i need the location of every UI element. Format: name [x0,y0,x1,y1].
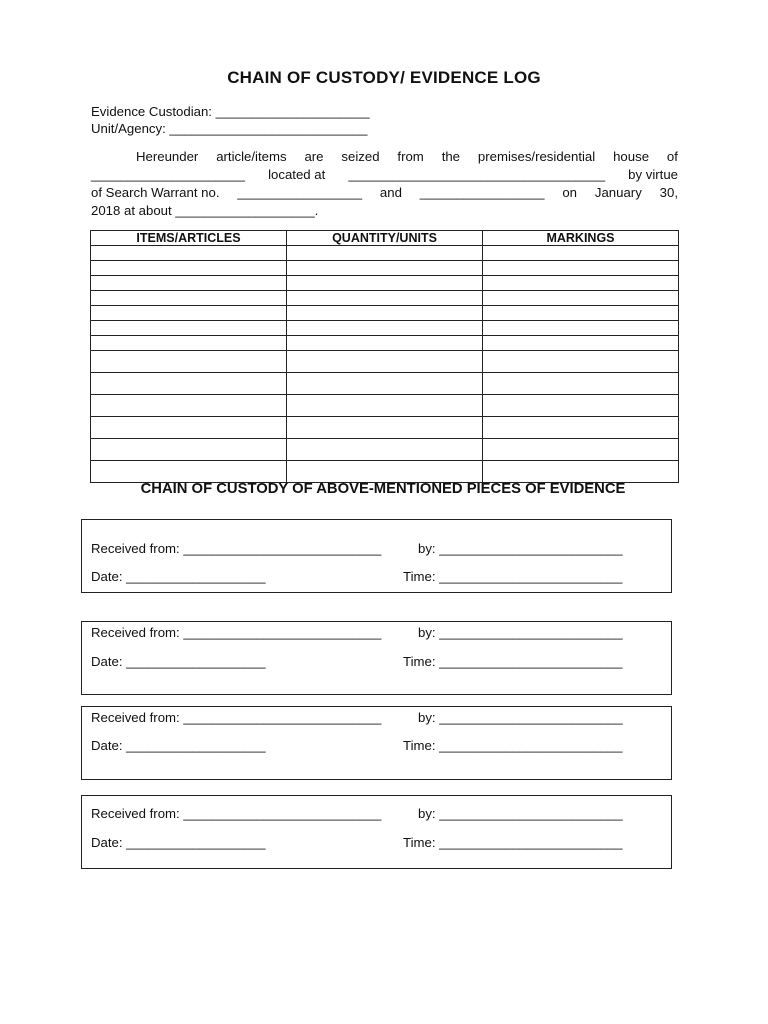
warrant-number-blank-2[interactable]: _________________ [419,185,545,200]
word: are [304,149,324,164]
received-from-field[interactable]: Received from: ___________________________ [91,541,382,556]
quantity-cell[interactable] [287,291,483,306]
column-header-items: ITEMS/ARTICLES [91,231,287,246]
received-from-field[interactable]: Received from: ___________________________ [91,806,382,821]
word: from [397,149,424,164]
time-field[interactable]: Time: _________________________ [403,654,623,669]
markings-cell[interactable] [483,461,679,483]
table-row [91,439,679,461]
received-by-field[interactable]: by: _________________________ [418,710,623,725]
word: article/items [216,149,287,164]
custody-block-4 [81,795,672,869]
quantity-cell[interactable] [287,373,483,395]
custody-block-3 [81,706,672,780]
custody-block-2 [81,621,672,695]
items-cell[interactable] [91,321,287,336]
items-cell[interactable] [91,291,287,306]
section-subtitle: CHAIN OF CUSTODY OF ABOVE-MENTIONED PIECES OF EVIDENCE [140,481,626,497]
table-row [91,461,679,483]
quantity-cell[interactable] [287,351,483,373]
items-cell[interactable] [91,276,287,291]
evidence-items-table [90,230,679,483]
quantity-cell[interactable] [287,439,483,461]
markings-cell[interactable] [483,306,679,321]
markings-cell[interactable] [483,261,679,276]
paragraph-line-2 [91,166,678,184]
markings-cell[interactable] [483,276,679,291]
received-from-field[interactable]: Received from: ___________________________ [91,625,382,640]
word: house [613,149,650,164]
table-row [91,417,679,439]
time-field[interactable]: Time: _________________________ [403,835,623,850]
word: by virtue [628,167,678,182]
items-cell[interactable] [91,306,287,321]
markings-cell[interactable] [483,291,679,306]
unit-agency-field[interactable]: Unit/Agency: ___________________________ [91,121,368,136]
markings-cell[interactable] [483,373,679,395]
quantity-cell[interactable] [287,336,483,351]
time-seized-field[interactable]: 2018 at about ___________________. [91,203,319,218]
table-row [91,321,679,336]
seizure-paragraph [91,148,678,220]
received-by-field[interactable]: by: _________________________ [418,625,623,640]
quantity-cell[interactable] [287,306,483,321]
markings-cell[interactable] [483,246,679,261]
word: on [562,185,578,200]
column-header-quantity: QUANTITY/UNITS [287,231,483,246]
items-cell[interactable] [91,336,287,351]
table-row [91,276,679,291]
received-from-field[interactable]: Received from: ___________________________ [91,710,382,725]
items-cell[interactable] [91,439,287,461]
custody-block-1 [81,519,672,593]
markings-cell[interactable] [483,439,679,461]
paragraph-line-1 [91,148,678,166]
table-row [91,373,679,395]
markings-cell[interactable] [483,321,679,336]
word: of [666,149,678,164]
table-body [91,246,679,483]
column-header-markings: MARKINGS [483,231,679,246]
items-cell[interactable] [91,246,287,261]
markings-cell[interactable] [483,417,679,439]
time-field[interactable]: Time: _________________________ [403,738,623,753]
table-row [91,306,679,321]
table-row [91,291,679,306]
table-row [91,395,679,417]
quantity-cell[interactable] [287,417,483,439]
time-field[interactable]: Time: _________________________ [403,569,623,584]
items-cell[interactable] [91,261,287,276]
date-field[interactable]: Date: ___________________ [91,738,266,753]
items-cell[interactable] [91,373,287,395]
quantity-cell[interactable] [287,461,483,483]
items-cell[interactable] [91,461,287,483]
quantity-cell[interactable] [287,321,483,336]
table-header-row [91,231,679,246]
evidence-custodian-field[interactable]: Evidence Custodian: _____________________ [91,104,370,119]
received-by-field[interactable]: by: _________________________ [418,541,623,556]
word: January [594,185,642,200]
quantity-cell[interactable] [287,276,483,291]
markings-cell[interactable] [483,351,679,373]
word: of Search Warrant no. [91,185,220,200]
markings-cell[interactable] [483,395,679,417]
items-cell[interactable] [91,351,287,373]
quantity-cell[interactable] [287,261,483,276]
word: seized [341,149,380,164]
items-cell[interactable] [91,395,287,417]
table-row [91,336,679,351]
date-field[interactable]: Date: ___________________ [91,835,266,850]
markings-cell[interactable] [483,336,679,351]
paragraph-line-3 [91,184,678,202]
table-row [91,246,679,261]
word: located at [268,167,326,182]
premises-blank[interactable]: _____________________ [91,167,246,182]
document-title: CHAIN OF CUSTODY/ EVIDENCE LOG [227,68,541,87]
date-field[interactable]: Date: ___________________ [91,654,266,669]
location-blank[interactable]: ___________________________________ [348,167,606,182]
word: the [441,149,461,164]
word: Hereunder [136,149,199,164]
items-cell[interactable] [91,417,287,439]
table-row [91,351,679,373]
warrant-number-blank[interactable]: _________________ [237,185,363,200]
received-by-field[interactable]: by: _________________________ [418,806,623,821]
table-row [91,261,679,276]
quantity-cell[interactable] [287,395,483,417]
word: and [379,185,402,200]
quantity-cell[interactable] [287,246,483,261]
word: 30, [659,185,678,200]
paragraph-line-4 [91,202,678,220]
word: premises/residential [477,149,596,164]
date-field[interactable]: Date: ___________________ [91,569,266,584]
